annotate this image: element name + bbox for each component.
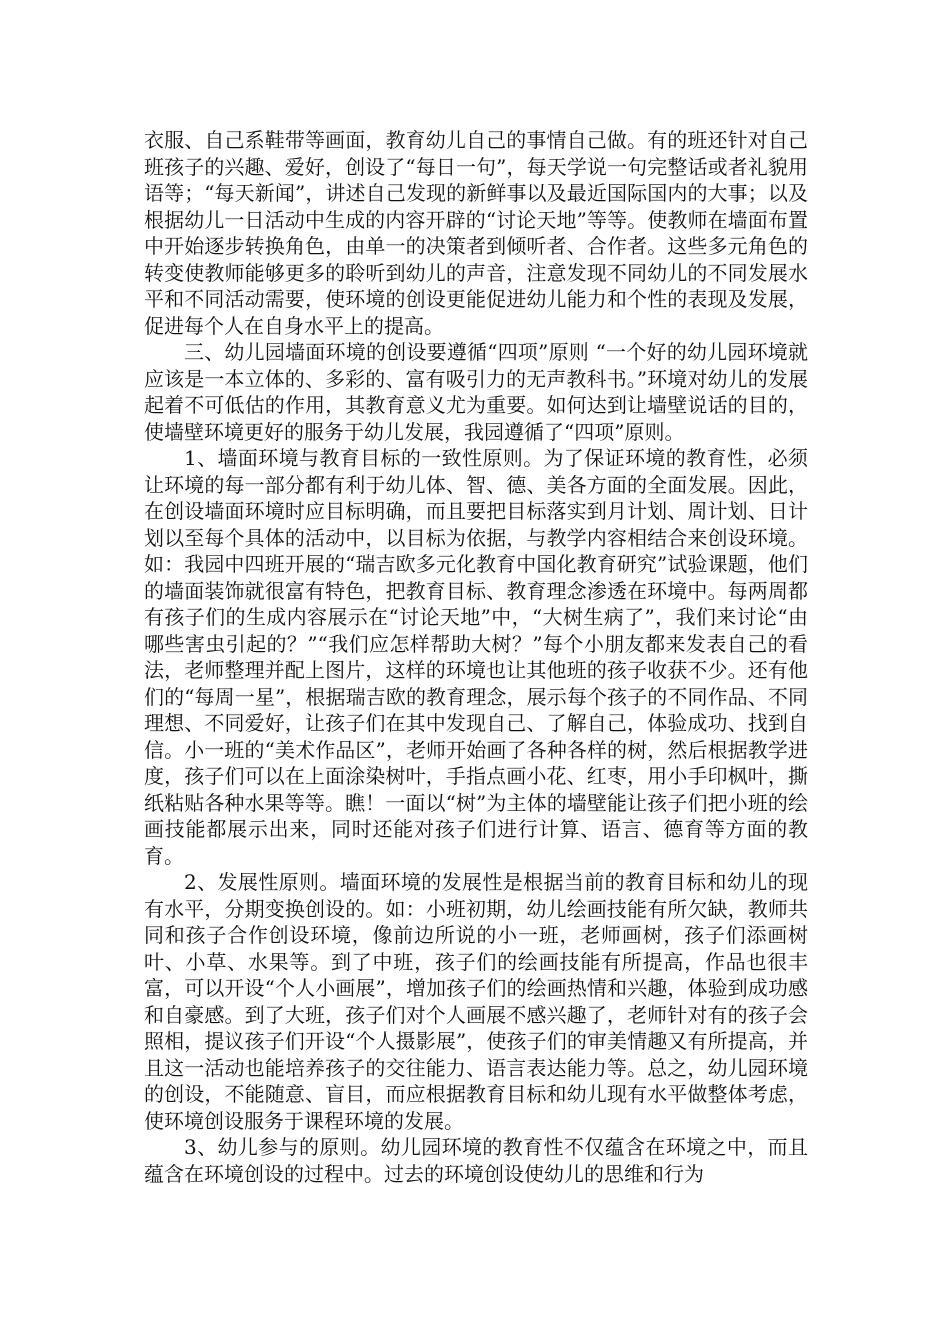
paragraph-section-three-principles: 三、幼儿园墙面环境的创设要遵循“四项”原则 “一个好的幼儿园环境就应该是一本立体的、多彩的、富有吸引力的无声教科书。”环境对幼儿的发展起着不可低估的作用，其教育意义尤为重要。如何达到让墙壁说话的目的，使墙壁环境更好的服务于幼儿发展，我园遵循了“四项”原则。 [144, 340, 808, 444]
paragraph-principle-2-development: 2、发展性原则。墙面环境的发展性是根据当前的教育目标和幼儿的现有水平，分期变换创设的。如：小班初期，幼儿绘画技能有所欠缺，教师共同和孩子合作创设环境，像前边所说的小一班，老师画树，孩子们添画树叶、小草、水果等。到了中班，孩子们的绘画技能有所提高，作品也很丰富，可以开设“个人小画展”，增加孩子们的绘画热情和兴趣，体验到成功感和自豪感。到了大班，孩子们对个人画展不感兴趣了，老师针对有的孩子会照相，提议孩子们开设“个人摄影展”，使孩子们的审美情趣又有所提高，并且这一活动也能培养孩子的交往能力、语言表达能力等。总之，幼儿园环境的创设，不能随意、盲目，而应根据教育目标和幼儿现有水平做整体考虑，使环境创设服务于课程环境的发展。 [144, 870, 808, 1133]
paragraph-principle-1-consistency: 1、墙面环境与教育目标的一致性原则。为了保证环境的教育性，必须让环境的每一部分都有利于幼儿体、智、德、美各方面的全面发展。因此，在创设墙面环境时应目标明确，而且要把目标落实到月计划、周计划、日计划以至每个具体的活动中，以目标为依据，与教学内容相结合来创设环境。如：我园中四班开展的“瑞吉欧多元化教育中国化教育研究”试验课题，他们的墙面装饰就很富有特色，把教育目标、教育理念渗透在环境中。每两周都有孩子们的生成内容展示在“讨论天地”中，“大树生病了”，我们来讨论“由哪些害虫引起的？”“我们应怎样帮助大树？”每个小朋友都来发表自己的看法，老师整理并配上图片，这样的环境也让其他班的孩子收获不少。还有他们的“每周一星”，根据瑞吉欧的教育理念，展示每个孩子的不同作品、不同理想、不同爱好，让孩子们在其中发现自己、了解自己，体验成功、找到自信。小一班的“美术作品区”，老师开始画了各种各样的树，然后根据教学进度，孩子们可以在上面涂染树叶，手指点画小花、红枣，用小手印枫叶，撕纸粘贴各种水果等等。瞧！一面以“树”为主体的墙壁能让孩子们把小班的绘画技能都展示出来，同时还能对孩子们进行计算、语言、德育等方面的教育。 [144, 446, 808, 868]
paragraph-principle-3-participation: 3、幼儿参与的原则。幼儿园环境的教育性不仅蕴含在环境之中，而且蕴含在环境创设的过程中。过去的环境创设使幼儿的思维和行为 [144, 1135, 808, 1186]
paragraph-continuation: 衣服、自己系鞋带等画面，教育幼儿自己的事情自己做。有的班还针对自己班孩子的兴趣、爱好，创设了“每日一句”，每天学说一句完整话或者礼貌用语等；“每天新闻”，讲述自己发现的新鲜事以及最近国际国内的大事；以及根据幼儿一日活动中生成的内容开辟的“讨论天地”等等。使教师在墙面布置中开始逐步转换角色，由单一的决策者到倾听者、合作者。这些多元角色的转变使教师能够更多的聆听到幼儿的声音，注意发现不同幼儿的不同发展水平和不同活动需要，使环境的创设更能促进幼儿能力和个性的表现及发展，促进每个人在自身水平上的提高。 [144, 128, 808, 338]
document-body [144, 127, 808, 1187]
